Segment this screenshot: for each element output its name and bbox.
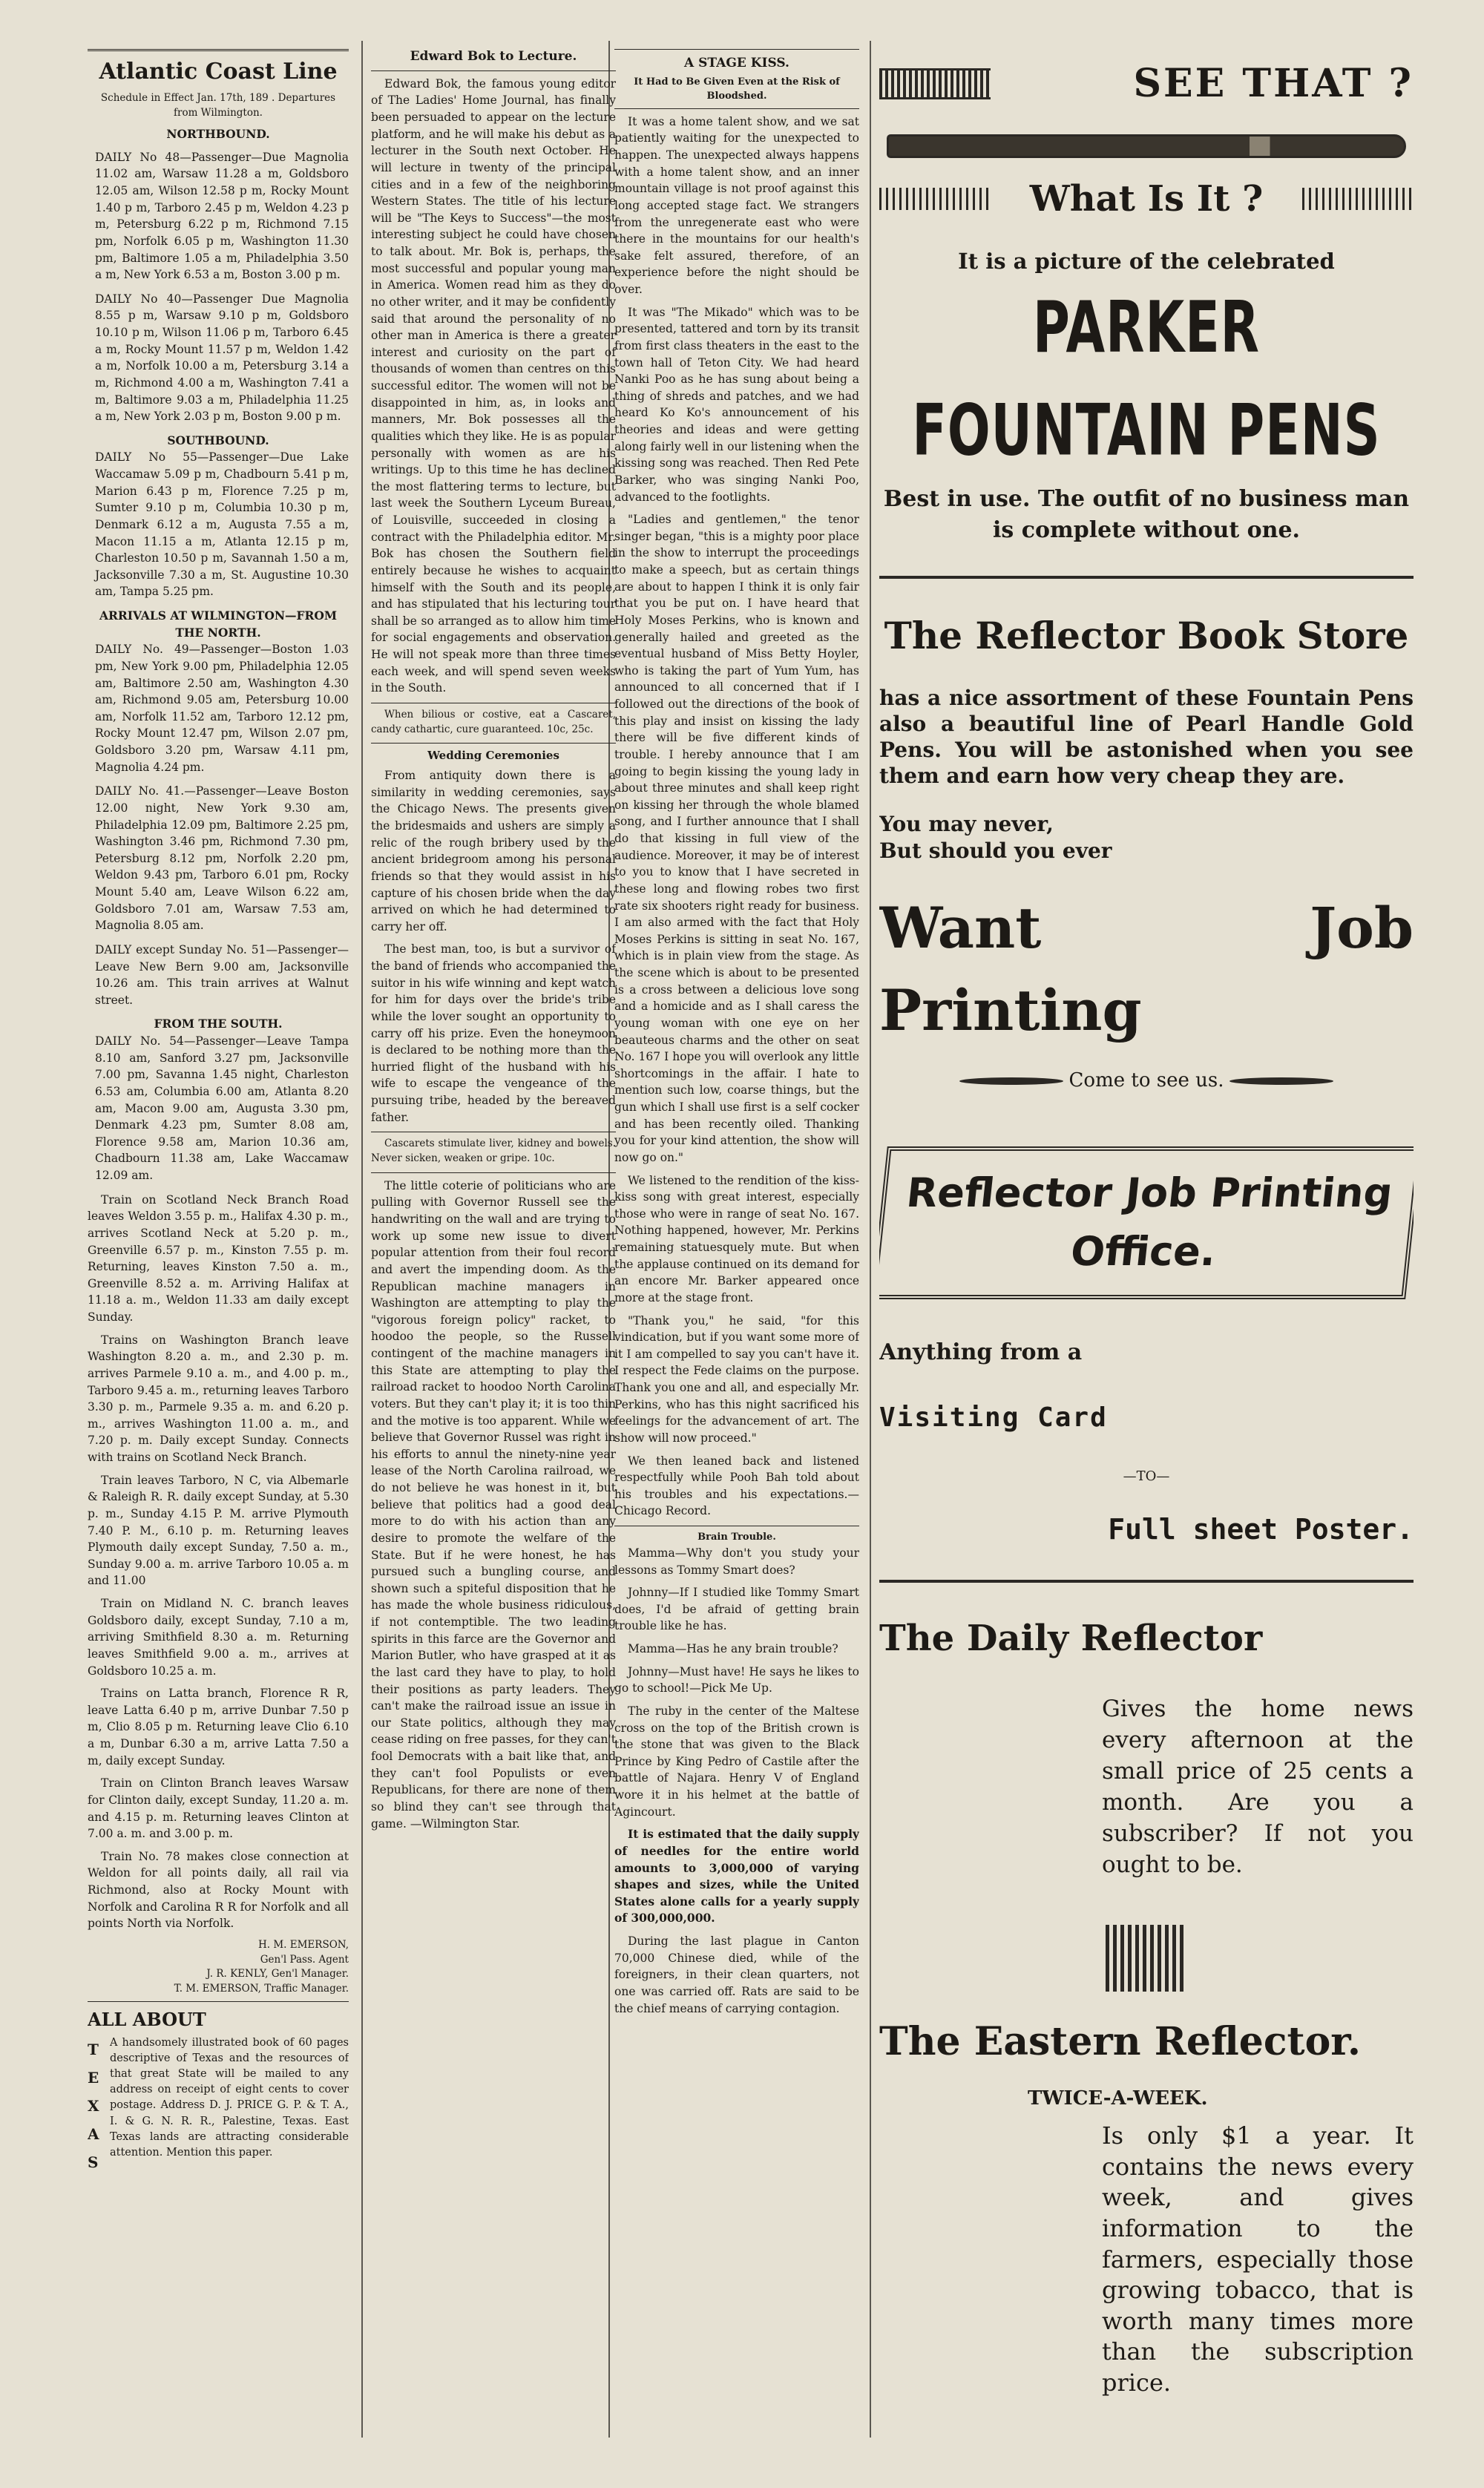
what-is-it-banner bbox=[879, 173, 1414, 225]
bookstore-body: has a nice assortment of these Fountain Pens also a beautiful line of Pearl Handle Gold Pens. You will be astonished when you see them and earn how very cheap they are. bbox=[879, 685, 1414, 788]
article-body: It was a home talent show, and we sat patiently waiting for the unexpected to happen. The unexpected always happens with a home talent show, and an inner mountain village is not proof against this long accepted stage fact. We strangers from the unregenerate east who were there in the mountains for our health's sake felt assured, therefore, of an experience before the night should be over. bbox=[614, 114, 859, 296]
advertisement-column bbox=[879, 45, 1414, 2471]
daily-reflector-heading: The Daily Reflector bbox=[879, 1618, 1263, 1660]
article-body: During the last plague in Canton 70,000 Chinese died, while of the foreigners, in their clean quarters, not one was carried off. Rats are said to be the chief means of carrying contagion. bbox=[614, 1934, 859, 2015]
article-title: Wedding Ceremonies bbox=[427, 749, 559, 763]
parker-tagline: Best in use. The outfit of no business man is complete without one. bbox=[883, 485, 1410, 543]
branch-notice: Train on Scotland Neck Branch Road leaves Weldon 3.55 p. m., Halifax 4.30 p. m., arrives Scotland Neck at 5.20 p. m., Greenville 6.57 p. m., Kinston 7.55 p. m. Returning, leaves Kinston 7.50 a. m., Greenville 8.52 a. m. Arriving Halifax at 11.18 a. m., Weldon 11.33 am daily except Sunday. bbox=[88, 1192, 349, 1325]
article-body: "Ladies and gentlemen," the tenor singer began, "this is a mighty poor place in the show to interrupt the proceedings to make a speech, but as certain things are about to happen I think it is only fair that you be put on. I have heard that Holy Moses Perkins, who is known and generally hailed and greeted as the eventual husband of Miss Betty Hoyler, who is taking the part of Yum Yum, has announced to all concerned that if I followed out the directions of the book of this play and insist on kissing the lady there will be five different kinds of trouble. I hereby announce that I am going to begin kissing the young lady in about three minutes and shall keep right on kissing her through the whole blamed song, and I further announce that I shall do that kissing in full view of the audience. Moreover, it may be of interest to you to know that I have secreted in these long and flowing robes two first rate six shooters right ready for business. I am also armed with the fact that Holy Moses Perkins is sitting in seat No. 167, which is in plain view from the stage. As the scene which is about to be presented is a cross between a delicious love song and a homicide and as I shall caress the young woman with one eye on her beauteous charms and the other on seat No. 167 I hope you will overlook any little shortcomings in the affair. I hate to mention such low, coarse things, but the gun which I shall use first is a self cocker and has been recently oiled. Thanking you for your kind attention, the show will now go on." bbox=[614, 513, 859, 1164]
fountain-pen-icon bbox=[887, 134, 1406, 158]
article-body: It was "The Mikado" which was to be presented, tattered and torn by its transit from first class theaters in the east to the town hall of Teton City. We had heard Nanki Poo as he has sung about being a thing of shreds and patches, and we had heard Ko Ko's announcement of his theories and ideas and were getting along fairly well in our listening when the kissing song was reached. Then Red Pete Barker, who was singing Nanki Poo, advanced to the footlights. bbox=[614, 305, 859, 504]
article-body: Edward Bok, the famous young editor of The Ladies' Home Journal, has finally been persuaded to appear on the lecture platform, and he will make his debut as a lecturer in the South next October. He will lecture in twenty of the principal cities and in a few of the neighboring Western States. The title of his lecture will be "The Keys to Success"—the most interesting subject he could have chosen to talk about. Mr. Bok is, perhaps, the most successful and popular young man in America. Women read him as they do no other writer, and it may be confidently said that around the personality of no other man in America is there a greater interest and curiosity on the part of thousands of women than centres on this successful editor. The women will not be disappointed in him, as, in looks and manners, Mr. Bok possesses all the qualities which they like. He is as popular personally with women as are his writings. Up to this time he has declined the most flattering terms to lecture, but last week the Southern Lyceum Bureau, of Louisville, succeeded in closing a contract with the Philadelphia editor. Mr. Bok has chosen the Southern field entirely because he wishes to acquaint himself with the South and its people, and has stipulated that his lecturing tour shall be so arranged as to allow him time for social engagements and observation. He will not speak more than three times each week, and will spend seven weeks in the South. bbox=[371, 76, 616, 695]
signature: H. M. EMERSON, bbox=[257, 1938, 349, 1951]
divider bbox=[614, 108, 859, 109]
article-body: "Thank you," he said, "for this vindication, but if you want some more of it I am compelled to say you can't have it. I respect the Fede claims on the purpose. Thank you one and all, and especially Mr. Perkins, who has this night sacrificed his feelings for the advancement of art. The show will now proceed." bbox=[614, 1313, 859, 1445]
article-body: It is estimated that the daily supply of needles for the entire world amounts to 3,000,000 of varying shapes and sizes, while the United States alone calls for a yearly supply of 300,000,000. bbox=[614, 1827, 859, 1926]
swash-icon bbox=[1229, 1077, 1333, 1085]
ornament-icon bbox=[879, 188, 991, 210]
parker-heading: PARKER FOUNTAIN PENS bbox=[912, 287, 1381, 473]
ornament-icon bbox=[1302, 188, 1414, 210]
article-body: We then leaned back and listened respectfully while Pooh Bah told about his troubles and his expectations.—Chicago Record. bbox=[614, 1454, 859, 1518]
column-rule bbox=[361, 41, 363, 2438]
signature: T. M. EMERSON, Traffic Manager. bbox=[174, 1983, 349, 1995]
eastern-reflector-body: Is only $1 a year. It contains the news every week, and gives information to the farmers, especially those growing tobacco, that is worth many times more than the subscription price. bbox=[1102, 2121, 1414, 2397]
article-subtitle: It Had to Be Given Even at the Risk of Bloodshed. bbox=[634, 76, 840, 102]
ad-heading: ALL ABOUT bbox=[88, 2008, 206, 2030]
see-that-heading: SEE THAT ? bbox=[1133, 61, 1414, 106]
news-column-2 bbox=[371, 45, 616, 2471]
branch-notice: Trains on Washington Branch leave Washington 8.20 a. m., and 2.30 p. m. arrives Parmele 9.10 a. m., and 4.00 p. m., Tarboro 9.45 a. m., returning leaves Tarboro 3.30 p. m., Parmele 9.35 a. m. and 6.20 p. m., arrives Washington 11.00 a. m., and 7.20 p. m. Daily except Sunday. Connects with trains on Scotland Neck Branch. bbox=[88, 1333, 349, 1465]
what-is-it-heading: What Is It ? bbox=[1029, 177, 1264, 220]
ornament-icon bbox=[1106, 1925, 1187, 1992]
advertisement: Cascarets stimulate liver, kidney and bowels. Never sicken, weaken or gripe. 10c. bbox=[371, 1138, 616, 1165]
anything-from-text: Anything from a bbox=[879, 1339, 1083, 1366]
twice-a-week-text: TWICE-A-WEEK. bbox=[1028, 2087, 1208, 2110]
eastern-reflector-heading: The Eastern Reflector. bbox=[879, 2019, 1361, 2065]
texas-ad bbox=[88, 2035, 349, 2176]
article-title: A STAGE KISS. bbox=[684, 56, 789, 70]
divider bbox=[879, 576, 1414, 579]
divider bbox=[614, 49, 859, 50]
come-see-line: Come to see us. bbox=[879, 1067, 1414, 1095]
to-text: —TO— bbox=[1123, 1468, 1170, 1485]
schedule-entry: DAILY except Sunday No. 51—Passenger—Leave New Bern 9.00 am, Jacksonville 10.26 am. This train arrives at Walnut street. bbox=[95, 942, 349, 1007]
section-heading: ARRIVALS AT WILMINGTON—FROM THE NORTH. bbox=[99, 608, 338, 640]
may-never-text: You may never, But should you ever bbox=[879, 811, 1112, 864]
article-title: Brain Trouble. bbox=[697, 1532, 776, 1543]
article-body: We listened to the rendition of the kiss-kiss song with great interest, especially those who were in range of seat No. 167. Nothing happened, however, Mr. Perkins remaining statuesquely mute. But when the applause continued on its demand for an encore Mr. Barker appeared once more at the stage front. bbox=[614, 1173, 859, 1304]
schedule-entry: DAILY No 48—Passenger—Due Magnolia 11.02 am, Warsaw 11.28 a m, Goldsboro 12.05 am, Wilson 12.58 p m, Rocky Mount 1.40 p m, Tarboro 2.45 p m, Weldon 4.23 p m, Petersburg 6.22 p m, Richmond 7.15 pm, Norfolk 6.05 p m, Washington 11.30 pm, Baltimore 1.05 a m, Philadelphia 3.50 a m, New York 6.53 a m, Boston 3.00 p m. bbox=[95, 150, 349, 282]
article-body: From antiquity down there is a similarity in wedding ceremonies, says the Chicago News. The presents given the bridesmaids and ushers are simply a relic of the rough bribery used by the ancient bridegroom among his personal friends so that they would assist in his capture of his chosen bride when the day arrived on which he had determined to carry her off. bbox=[371, 769, 616, 933]
article-body: Mamma—Why don't you study your lessons as Tommy Smart does? bbox=[614, 1546, 859, 1577]
schedule-entry: DAILY No. 49—Passenger—Boston 1.03 pm, New York 9.00 pm, Philadelphia 12.05 am, Baltimore 2.50 am, Washington 4.30 am, Richmond 9.05 am, Petersburg 10.00 am, Norfolk 11.52 am, Tarboro 12.12 pm, Rocky Mount 12.47 pm, Wilson 2.07 pm, Goldsboro 3.20 pm, Warsaw 4.11 pm, Magnolia 4.24 pm. bbox=[95, 643, 349, 774]
texas-ad-body: A handsomely illustrated book of 60 pages descriptive of Texas and the resources of that great State will be mailed to any address on receipt of eight cents to cover postage. Address D. J. PRICE G. P. & T. A., I. & G. N. R. R., Palestine, Texas. East Texas lands are attracting considerable attention. Mention this paper. bbox=[110, 2036, 349, 2159]
branch-notice: Train on Clinton Branch leaves Warsaw for Clinton daily, except Sunday, 11.20 a. m. and 4.15 p. m. Returning leaves Clinton at 7.00 a. m. and 3.00 p. m. bbox=[88, 1776, 349, 1841]
divider bbox=[88, 49, 349, 51]
column-title: Atlantic Coast Line bbox=[99, 59, 338, 85]
article-body: The ruby in the center of the Maltese cross on the top of the British crown is the stone that was given to the Black Prince by King Pedro of Castile after the battle of Najara. Henry V of England wore it in his helmet at the battle of Agincourt. bbox=[614, 1704, 859, 1819]
branch-notice: Trains on Latta branch, Florence R R, leave Latta 6.40 p m, arrive Dunbar 7.50 p m, Clio 8.05 p m. Returning leave Clio 6.10 a m, Dunbar 6.30 a m, arrive Latta 7.50 a m, daily except Sunday. bbox=[88, 1687, 349, 1767]
daily-reflector-body: Gives the home news every afternoon at the small price of 25 cents a month. Are you a subscriber? If not you ought to be. bbox=[1102, 1696, 1414, 1878]
divider bbox=[371, 1172, 616, 1173]
swash-icon bbox=[959, 1077, 1063, 1085]
schedule-note: Schedule in Effect Jan. 17th, 189 . Departures from Wilmington. bbox=[100, 91, 336, 119]
divider bbox=[88, 2001, 349, 2002]
job-printing-heading: Want Job Printing bbox=[879, 894, 1414, 1043]
schedule-entry: DAILY No. 41.—Passenger—Leave Boston 12.00 night, New York 9.30 am, Philadelphia 12.09 pm, Baltimore 2.25 pm, Washington 3.46 pm, Richmond 7.30 pm, Petersburg 8.12 pm, Norfolk 2.20 pm, Weldon 9.43 pm, Tarboro 6.01 pm, Rocky Mount 5.40 am, Leave Wilson 6.22 am, Goldsboro 7.01 am, Warsaw 7.53 am, Magnolia 8.05 am. bbox=[95, 784, 349, 933]
visiting-card-text: Visiting Card bbox=[879, 1402, 1108, 1433]
picture-line: It is a picture of the celebrated bbox=[958, 248, 1335, 274]
branch-notice: Train No. 78 makes close connection at Weldon for all points daily, all rail via Richmond, also at Rocky Mount with Norfolk and Carolina R R for Norfolk and all points North via Norfolk. bbox=[88, 1849, 349, 1931]
branch-notice: Train on Midland N. C. branch leaves Goldsboro daily, except Sunday, 7.10 a m, arriving Smithfield 8.30 a. m. Returning leaves Smithfield 9.00 a. m., arrives at Goldsboro 10.25 a. m. bbox=[88, 1597, 349, 1678]
article-body: Johnny—If I studied like Tommy Smart does, I'd be afraid of getting brain trouble like he has. bbox=[614, 1586, 859, 1633]
printing-office-heading: Reflector Job Printing Office. bbox=[879, 1146, 1414, 1299]
signature: Gen'l Pass. Agent bbox=[260, 1953, 349, 1966]
bookstore-heading: The Reflector Book Store bbox=[884, 613, 1409, 657]
texas-letters: T E X A S bbox=[88, 2040, 99, 2171]
advertisement: When bilious or costive, eat a Cascaret, candy cathartic, cure guaranteed. 10c, 25c. bbox=[371, 708, 616, 735]
article-body: Mamma—Has he any brain trouble? bbox=[628, 1642, 838, 1656]
news-column-3 bbox=[614, 45, 859, 2471]
article-body: Johnny—Must have! He says he likes to go to school!—Pick Me Up. bbox=[614, 1664, 859, 1696]
article-body: The best man, too, is but a survivor of the band of friends who accompanied the suitor in his wife winning and kept watch for him for days over the bride's tribe while the lover sought an opportunity to carry off his prize. Even the honeymoon is declared to be nothing more than the hurried flight of the husband with his wife to escape the vengeance of the pursuing tribe, headed by the bereaved father. bbox=[371, 942, 616, 1124]
railroad-schedule-column bbox=[88, 45, 349, 2471]
full-sheet-text: Full sheet Poster. bbox=[1108, 1512, 1414, 1546]
article-body: The little coterie of politicians who are pulling with Governor Russell see the handwriting on the wall and are trying to work up some new issue to divert popular attention from their foul record and avert the impending doom. As the Republican machine managers in Washington are attempting to play the "vigorous foreign policy" racket, to hoodoo the people, so the Russell contingent of the machine managers in this State are attempting to play the railroad racket to hoodoo North Carolina voters. But they can't play it; it is too thin and the motive is too apparent. While we believe that Governor Russel was right in his efforts to annul the ninety-nine year lease of the North Carolina railroad, we do not believe he was honest in it, but believe that politics had a good deal more to do with his action than any desire to promote the welfare of the State. But if he were honest, he has pursued such a bungling course, and shown such a spiteful disposition that he has made the whole business ridiculous, if not contemptible. The two leading spirits in this farce are the Governor and Marion Butler, who have grasped at it as the last card they have to play, to hold their positions as party leaders. They can't make the railroad issue an issue in our State politics, although they may cease riding on free passes, for they can't fool Democrats with a bait like that, and they can't fool Populists or even Republicans, for there are none of them so blind they can't see through that game. —Wilmington Star. bbox=[371, 1178, 616, 1831]
schedule-entry: DAILY No. 54—Passenger—Leave Tampa 8.10 am, Sanford 3.27 pm, Jacksonville 7.00 pm, Savanna 1.45 night, Charleston 6.53 am, Columbia 6.00 am, Atlanta 8.20 am, Macon 9.00 am, Augusta 3.30 pm, Denmark 4.23 pm, Sumter 8.08 am, Florence 9.58 am, Marion 10.36 am, Chadbourn 11.38 am, Lake Waccamaw 12.09 am. bbox=[95, 1034, 349, 1183]
signature: J. R. KENLY, Gen'l Manager. bbox=[206, 1968, 349, 1980]
section-heading: FROM THE SOUTH. bbox=[154, 1017, 283, 1031]
column-rule bbox=[870, 41, 871, 2438]
divider bbox=[879, 1580, 1414, 1583]
schedule-entry: DAILY No 55—Passenger—Due Lake Waccamaw 5.09 p m, Chadbourn 5.41 p m, Marion 6.43 p m, Florence 7.25 p m, Sumter 9.10 p m, Columbia 10.30 p m, Denmark 6.12 a m, Augusta 7.55 a m, Macon 11.15 a m, Atlanta 12.15 p m, Charleston 10.50 p m, Savannah 1.50 a m, Jacksonville 7.30 a m, St. Augustine 10.30 am, Tampa 5.25 pm. bbox=[95, 450, 349, 599]
branch-notice: Train leaves Tarboro, N C, via Albemarle & Raleigh R. R. daily except Sunday, at 5.30 p. m., Sunday 4.15 P. M. arrive Plymouth 7.40 P. M., 6.10 p. m. Returning leaves Plymouth daily except Sunday, 7.50 a. m., Sunday 9.00 a. m. arrive Tarboro 10.05 a. m and 11.00 bbox=[88, 1473, 349, 1588]
schedule-entry: DAILY No 40—Passenger Due Magnolia 8.55 p m, Warsaw 9.10 p m, Goldsboro 10.10 p m, Wilson 11.06 p m, Tarboro 6.45 a m, Rocky Mount 11.57 p m, Weldon 1.42 a m, Norfolk 10.00 a m, Petersburg 3.14 a m, Richmond 4.00 a m, Washington 7.41 a m, Baltimore 9.03 a m, Philadelphia 11.25 a m, New York 2.03 p m, Boston 9.00 p m. bbox=[95, 292, 349, 424]
section-heading: SOUTHBOUND. bbox=[167, 433, 269, 447]
article-title: Edward Bok to Lecture. bbox=[410, 49, 577, 64]
ornament-icon bbox=[879, 68, 991, 99]
see-that-banner bbox=[879, 56, 1414, 112]
section-heading: NORTHBOUND. bbox=[166, 127, 270, 142]
divider bbox=[371, 743, 616, 744]
divider bbox=[371, 70, 616, 71]
